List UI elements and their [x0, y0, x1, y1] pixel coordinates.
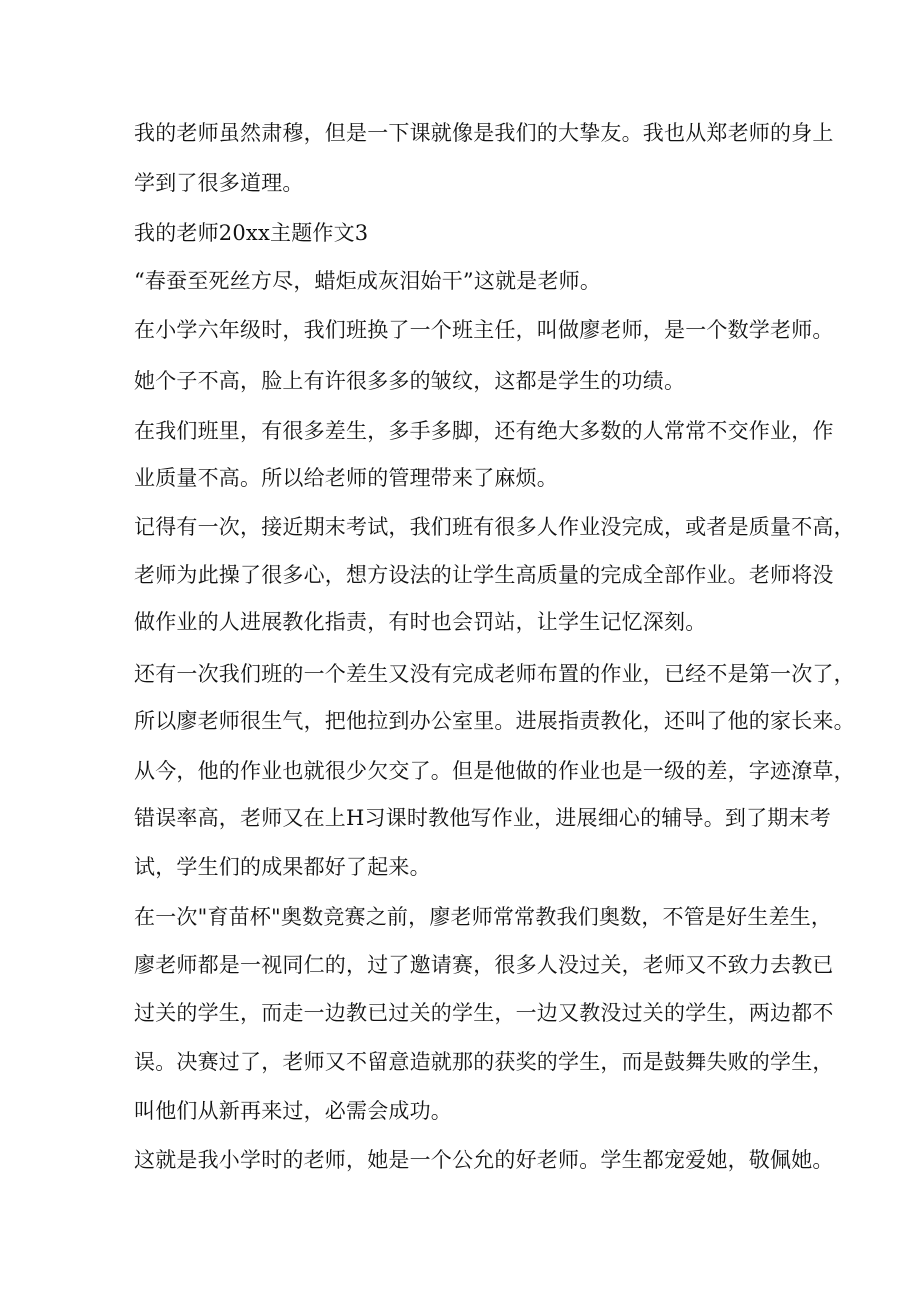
text-line: 在我们班里，有很多差生，多手多脚，还有绝大多数的人常常不交作业，作 — [134, 419, 834, 443]
text-line: 在一次"育苗杯"奥数竞赛之前，廖老师常常教我们奥数，不管是好生差生， — [134, 905, 833, 929]
text-line: 过关的学生，而走一边教已过关的学生，一边又教没过关的学生，两边都不 — [134, 1001, 834, 1025]
text-line: 业质量不高。所以给老师的管理带来了麻烦。 — [134, 466, 558, 490]
text-line: 从今，他的作业也就很少欠交了。但是他做的作业也是一级的差，字迹潦草， — [134, 759, 855, 783]
text-line: 所以廖老师很生气，把他拉到办公室里。进展指责教化，还叫了他的家长来。 — [134, 709, 855, 733]
text-line: 错误率高，老师又在上H习课时教他写作业，进展细心的辅导。到了期末考 — [134, 806, 831, 830]
text-line: 我的老师虽然肃穆，但是一下课就像是我们的大挚友。我也从郑老师的身上 — [134, 121, 834, 145]
text-line: 学到了很多道理。 — [134, 171, 304, 195]
text-line: 叫他们从新再来过，必需会成功。 — [134, 1099, 452, 1123]
text-line: 做作业的人进展教化指责，有时也会罚站，让学生记忆深刻。 — [134, 610, 707, 634]
section-heading: 我的老师20xx主题作文3 — [134, 221, 369, 245]
text-line: 她个子不高，脸上有许很多多的皱纹，这都是学生的功绩。 — [134, 369, 686, 393]
text-line: 记得有一次，接近期末考试，我们班有很多人作业没完成，或者是质量不高， — [134, 515, 855, 539]
text-line: 试，学生们的成果都好了起来。 — [134, 855, 431, 879]
text-line: 误。决赛过了，老师又不留意造就那的获奖的学生，而是鼓舞失败的学生， — [134, 1050, 834, 1074]
text-line: 这就是我小学时的老师，她是一个公允的好老师。学生都宠爱她，敬佩她。 — [134, 1148, 834, 1172]
text-line: 还有一次我们班的一个差生又没有完成老师布置的作业，已经不是第一次了， — [134, 662, 855, 686]
text-line: 老师为此操了很多心，想方设法的让学生高质量的完成全部作业。老师将没 — [134, 563, 834, 587]
text-line: “春蚕至死丝方尽，蜡炬成灰泪始干”这就是老师。 — [134, 269, 602, 293]
text-line: 在小学六年级时，我们班换了一个班主任，叫做廖老师，是一个数学老师。 — [134, 318, 834, 342]
text-line: 廖老师都是一视同仁的，过了邀请赛，很多人没过关，老师又不致力去教已 — [134, 953, 834, 977]
